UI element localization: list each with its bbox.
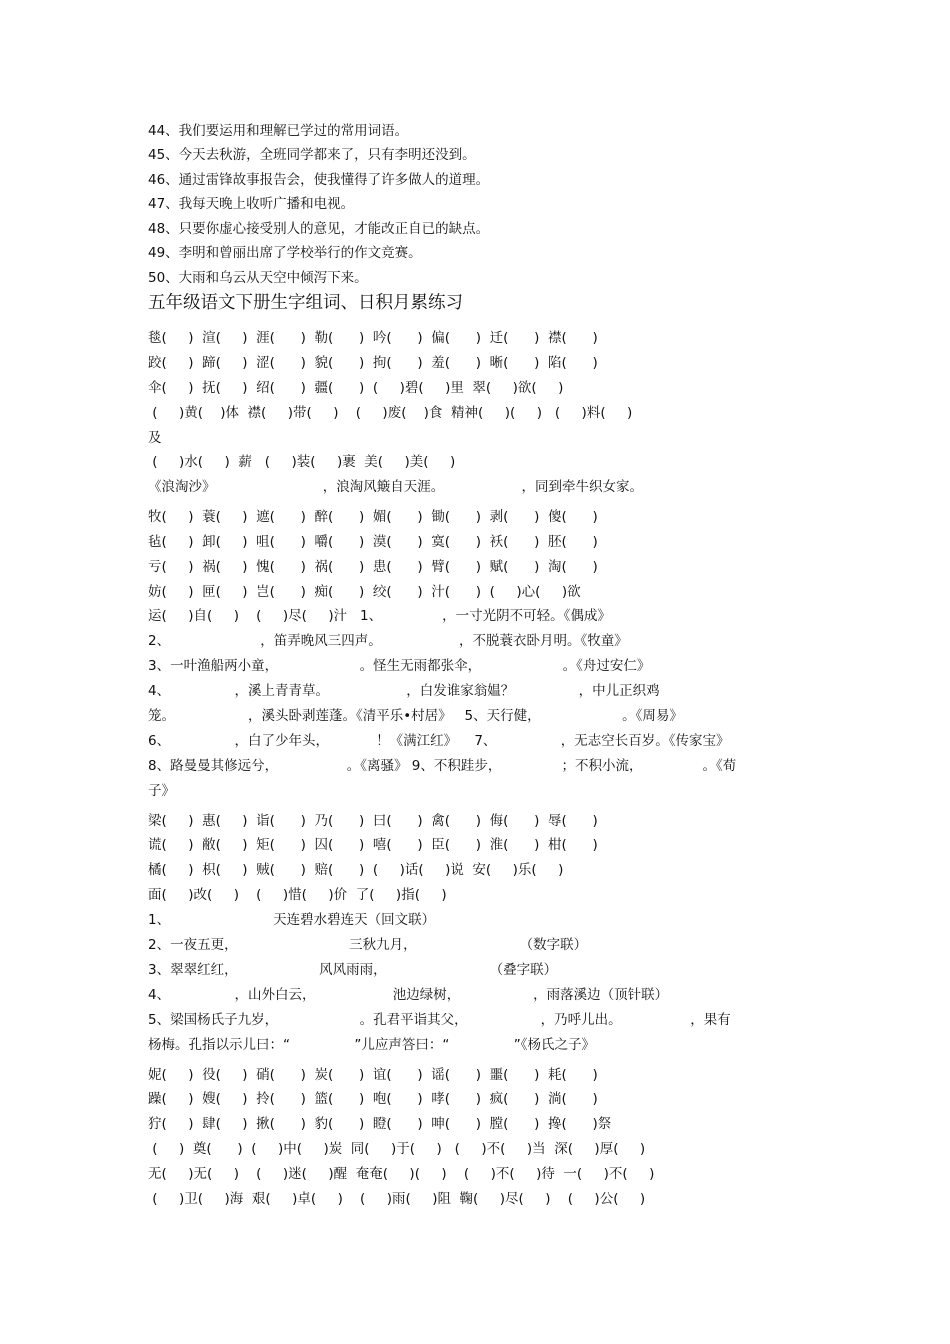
exercise-line: 及 (148, 430, 162, 446)
exercise-line: 无( )无( ) ( )迷( )醒 奄奄( )( ) ( )不( )待 一( )不( ) (148, 1166, 655, 1182)
couplet-line: 1、 天连碧水碧连天（回文联） (148, 912, 436, 928)
exercise-line: 毡( ) 卸( ) 咀( ) 嚼( ) 漠( ) 寞( ) 袄( ) 胚( ) (148, 534, 598, 550)
exercise-line: 毯( ) 渲( ) 涯( ) 勒( ) 吟( ) 偏( ) 迁( ) 襟( ) (148, 330, 598, 346)
exercise-line: 妮( ) 役( ) 硝( ) 炭( ) 谊( ) 谣( ) 噩( ) 耗( ) (148, 1067, 598, 1083)
exercise-line: 牧( ) 蓑( ) 遮( ) 醉( ) 媚( ) 锄( ) 剥( ) 傻( ) (148, 509, 598, 525)
sentence-49: 49、李明和曾丽出席了学校举行的作文竞赛。 (148, 245, 422, 261)
poem-line: 2、 ，笛弄晚风三四声。 ，不脱蓑衣卧月明。《牧童》 (148, 633, 628, 649)
exercise-line: 亏( ) 祸( ) 愧( ) 祸( ) 患( ) 臂( ) 赋( ) 淘( ) (148, 559, 598, 575)
story-line: 5、梁国杨氏子九岁， 。孔君平诣其父， ，乃呼儿出。 ，果有 (148, 1012, 731, 1028)
poem-line: 3、一叶渔船两小童， 。怪生无雨都张伞， 。《舟过安仁》 (148, 658, 651, 674)
exercise-line: 谎( ) 敝( ) 矩( ) 囚( ) 嘻( ) 臣( ) 淮( ) 柑( ) (148, 837, 598, 853)
exercise-line: 狞( ) 肆( ) 揪( ) 豹( ) 瞪( ) 呻( ) 膛( ) 搀( )祭 (148, 1116, 612, 1132)
couplet-line: 2、一夜五更， 三秋九月， （数字联） (148, 937, 588, 953)
couplet-line: 4、 ，山外白云， 池边绿树， ，雨落溪边（顶针联） (148, 987, 669, 1003)
exercise-line: 躁( ) 嫂( ) 拎( ) 篮( ) 咆( ) 哮( ) 疯( ) 淌( ) (148, 1091, 598, 1107)
poem-line: 4、 ，溪上青青草。 ，白发谁家翁媪？ ，中儿正织鸡 (148, 683, 660, 699)
story-line: 杨梅。孔指以示儿曰：“ ”儿应声答曰：“ ”《杨氏之子》 (148, 1037, 595, 1053)
exercise-line: ( )水( ) 薪 ( )装( )裹 美( )美( ) (148, 454, 456, 470)
exercise-line: 伞( ) 抚( ) 绍( ) 疆( ) ( )碧( )里 翠( )欲( ) (148, 380, 564, 396)
sentence-48: 48、只要你虚心接受别人的意见，才能改正自已的缺点。 (148, 221, 490, 237)
sentence-46: 46、通过雷锋故事报告会，使我懂得了许多做人的道理。 (148, 172, 490, 188)
poem-line: 6、 ，白了少年头， ！《满江红》 7、 ，无志空长百岁。《传家宝》 (148, 733, 730, 749)
poem-line: 8、路曼曼其修远兮， 。《离骚》 9、不积跬步， ；不积小流， 。《荀 (148, 758, 737, 774)
sentence-47: 47、我每天晚上收听广播和电视。 (148, 196, 355, 212)
poem-line: 笼。 ，溪头卧剥莲蓬。《清平乐•村居》 5、天行健， 。《周易》 (148, 708, 683, 724)
exercise-line: 梁( ) 惠( ) 诣( ) 乃( ) 曰( ) 禽( ) 侮( ) 辱( ) (148, 813, 598, 829)
couplet-line: 3、翠翠红红， 风风雨雨， （叠字联） (148, 962, 558, 978)
exercise-line: ( )黄( )体 襟( )带( ) ( )废( )食 精神( )( ) ( )料( ) (148, 405, 633, 421)
poem-line: 《浪淘沙》 ，浪淘风簸自天涯。 ，同到牵牛织女家。 (148, 479, 644, 495)
exercise-line: 跤( ) 蹄( ) 涩( ) 貌( ) 拘( ) 羞( ) 晰( ) 陷( ) (148, 355, 598, 371)
sentence-44: 44、我们要运用和理解已学过的常用词语。 (148, 123, 409, 139)
exercise-line: 运( )自( ) ( )尽( )汁 1、 ，一寸光阴不可轻。《偶成》 (148, 608, 611, 624)
sentence-50: 50、大雨和乌云从天空中倾泻下来。 (148, 270, 368, 286)
sentence-45: 45、今天去秋游，全班同学都来了，只有李明还没到。 (148, 147, 476, 163)
exercise-line: 橘( ) 枳( ) 贼( ) 赔( ) ( )话( )说 安( )乐( ) (148, 862, 564, 878)
poem-line: 子》 (148, 783, 175, 799)
worksheet-title: 五年级语文下册生字组词、日积月累练习 (148, 293, 463, 313)
exercise-line: 妨( ) 匣( ) 岂( ) 痴( ) 绞( ) 汁( ) ( )心( )欲 (148, 584, 581, 600)
exercise-line: ( )卫( )海 艰( )卓( ) ( )雨( )阻 鞠( )尽( ) ( )公( ) (148, 1191, 646, 1207)
exercise-line: ( ) 奠( ) ( )中( )炭 同( )于( ) ( )不( )当 深( )厚( ) (148, 1141, 646, 1157)
exercise-line: 面( )改( ) ( )惜( )价 了( )指( ) (148, 887, 447, 903)
